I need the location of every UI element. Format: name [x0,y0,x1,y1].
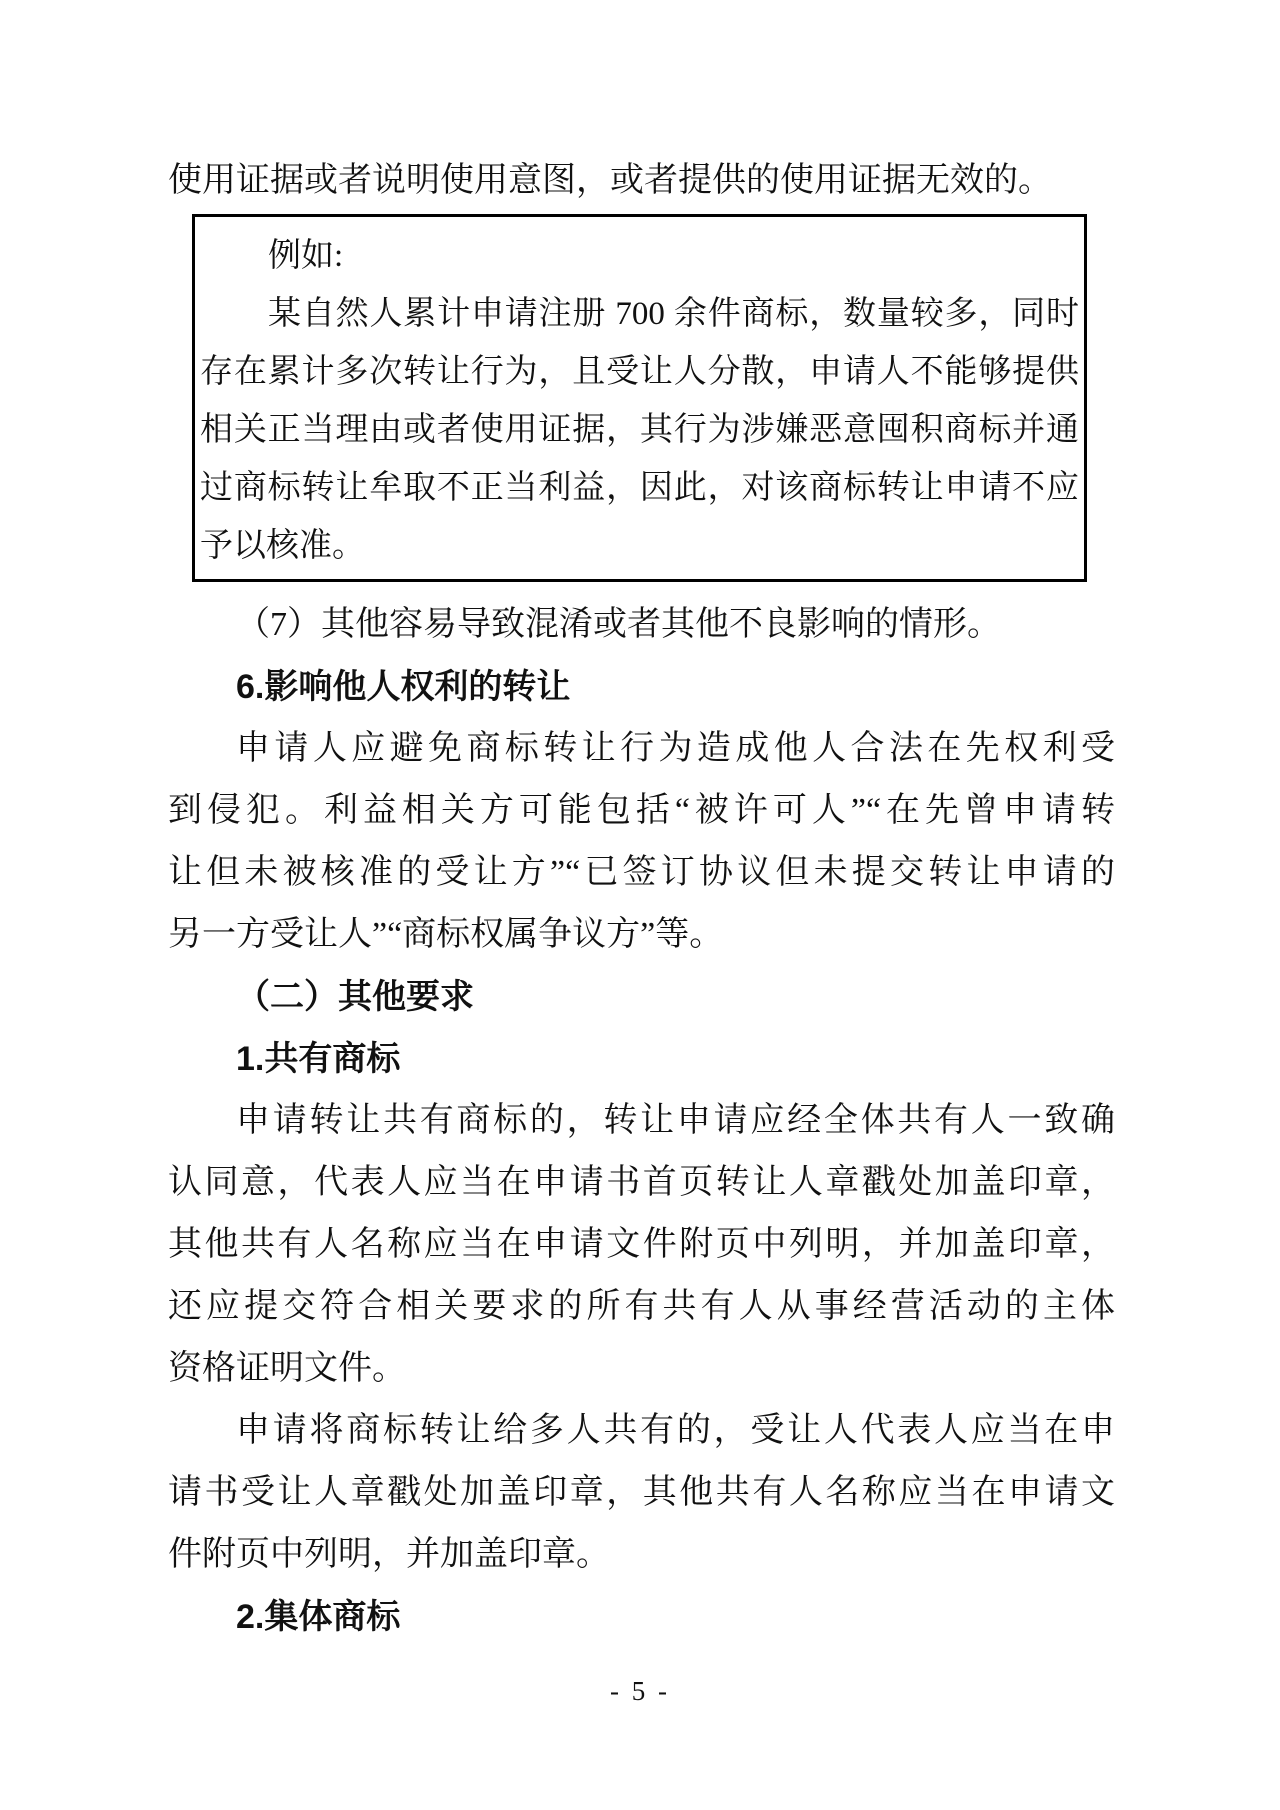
page-number: - 5 - [610,1676,670,1706]
paragraph-line: 资格证明文件。 [168,1350,406,1387]
paragraph-line: 件附页中列明，并加盖印章。 [168,1536,610,1573]
paragraph-line: 其他共有人名称应当在申请文件附页中列明，并加盖印章， [168,1226,1115,1263]
paragraph-line: 申请转让共有商标的，转让申请应经全体共有人一致确 [236,1102,1115,1139]
intro-line: 使用证据或者说明使用意图，或者提供的使用证据无效的。 [168,162,1052,199]
example-label: 例如: [268,238,344,274]
paragraph-line: 申请人应避免商标转让行为造成他人合法在先权利受 [236,730,1115,767]
example-line: 相关正当理由或者使用证据，其行为涉嫌恶意囤积商标并通 [200,412,1079,448]
example-line: 予以核准。 [200,528,365,564]
example-line: 某自然人累计申请注册 700 余件商标，数量较多，同时 [268,296,1079,332]
example-line: 过商标转让牟取不正当利益，因此，对该商标转让申请不应 [200,470,1079,506]
heading-joint-trademark: 1.共有商标 [236,1040,401,1078]
example-box [192,214,1087,582]
paragraph-line: 请书受让人章戳处加盖印章，其他共有人名称应当在申请文 [168,1474,1115,1511]
example-line: 存在累计多次转让行为，且受让人分散，申请人不能够提供 [200,354,1079,390]
paragraph-line: 认同意，代表人应当在申请书首页转让人章戳处加盖印章， [168,1164,1115,1201]
heading-other-requirements: （二）其他要求 [236,978,474,1016]
paragraph-line: 申请将商标转让给多人共有的，受让人代表人应当在申 [236,1412,1115,1449]
heading-influence-rights: 6.影响他人权利的转让 [236,668,571,706]
paragraph-line: 到侵犯。利益相关方可能包括“被许可人”“在先曾申请转 [168,792,1115,829]
paragraph-line: 另一方受让人”“商标权属争议方”等。 [168,916,724,953]
paragraph-line: 还应提交符合相关要求的所有共有人从事经营活动的主体 [168,1288,1115,1325]
heading-collective-trademark: 2.集体商标 [236,1598,401,1636]
paragraph-line: 让但未被核准的受让方”“已签订协议但未提交转让申请的 [168,854,1115,891]
item-7-line: （7）其他容易导致混淆或者其他不良影响的情形。 [236,606,1001,643]
